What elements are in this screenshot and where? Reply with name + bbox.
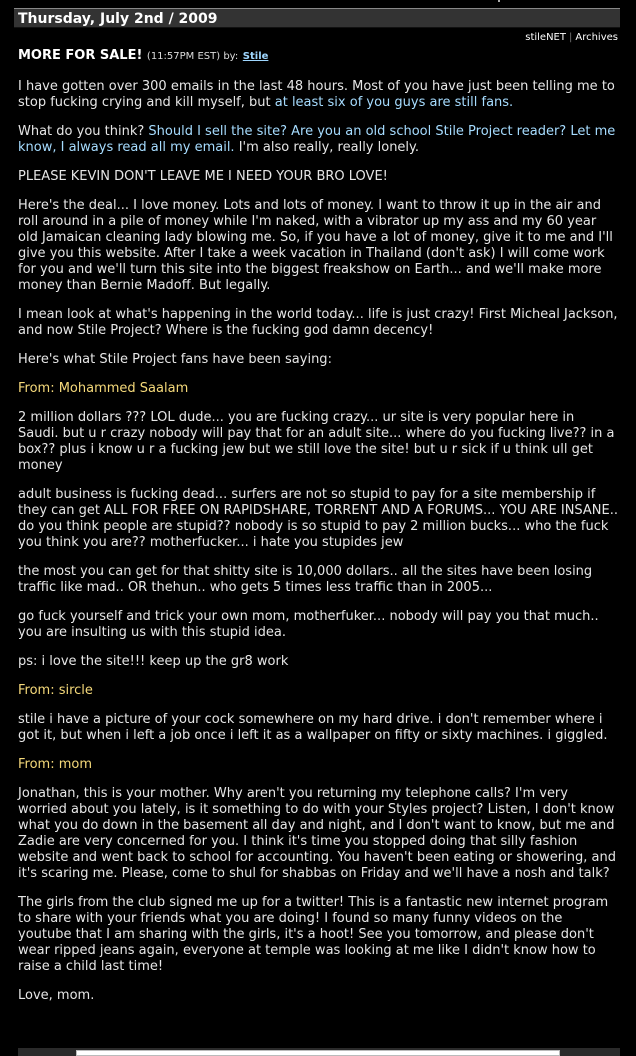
paragraph-text: I'm also really, really lonely.	[234, 140, 420, 155]
message-paragraph: Love, mom.	[18, 988, 95, 1003]
nav-stilenet-link[interactable]: stileNET	[525, 32, 566, 43]
from-heading: From: Mohammed Saalam	[18, 381, 189, 396]
email-link[interactable]: Should I sell the site? Are you an old school Stile Project reader? Let me know, I always read all my email.	[18, 124, 616, 155]
paragraph: Here's what Stile Project fans have been saying:	[18, 352, 332, 367]
post-author-link[interactable]: Stile	[242, 51, 269, 62]
fans-link[interactable]: at least six of you guys are still fans.	[274, 95, 514, 110]
paragraph: I mean look at what's happening in the world today... life is just crazy! First Micheal Jackson, and now Stile Project? Where is the fucking god damn decency!	[18, 307, 618, 338]
message-paragraph: go fuck yourself and trick your own mom, motherfuker... nobody will pay you that much.. you are insulting us with this stupid idea.	[18, 609, 599, 640]
nav-separator: |	[568, 32, 573, 43]
date-header: Thursday, July 2nd / 2009	[14, 8, 620, 28]
paragraph-text: I have gotten over 300 emails in the last 48 hours. Most of you have just been telling me to stop fucking crying and kill myself, but	[18, 79, 615, 110]
paragraph: PLEASE KEVIN DON'T LEAVE ME I NEED YOUR BRO LOVE!	[18, 169, 388, 184]
footer-bar	[18, 1048, 620, 1056]
message-paragraph: ps: i love the site!!! keep up the gr8 work	[18, 654, 289, 669]
nav-archives-link[interactable]: Archives	[575, 32, 618, 43]
post-title: MORE FOR SALE!	[18, 48, 143, 63]
from-heading: From: mom	[18, 757, 93, 772]
message-paragraph: adult business is fucking dead... surfers are not so stupid to pay for a site membership if they can get ALL FOR FREE ON RAPIDSHARE, TORRENT AND A FORUMS... YOU ARE INSANE.. do you think people are stupid?? nobody is so stupid to pay 2 million bucks... who the fuck you think you are?? motherfucker... i hate you stupides jew	[18, 487, 619, 550]
message-paragraph: the most you can get for that shitty site is 10,000 dollars.. all the sites have been losing traffic like mad.. OR thehun.. who gets 5 times less traffic than in 2005...	[18, 564, 593, 595]
broken-image-placeholder[interactable]	[76, 1050, 560, 1056]
message-paragraph: The girls from the club signed me up for a twitter! This is a fantastic new internet program to share with your friends what you are doing! I found so many funny videos on the youtube that I am sharing with the girls, it's a hoot! See you tomorrow, and please don't wear ripped jeans again, everyone at temple was looking at me like I didn't know how to raise a child last time!	[18, 895, 609, 974]
post-body	[0, 47, 636, 1004]
paragraph	[18, 124, 618, 156]
post-title-line	[18, 47, 618, 65]
top-edge	[0, 0, 636, 3]
message-paragraph: Jonathan, this is your mother. Why aren't you returning my telephone calls? I'm very worried about you lately, is it something to do with your Styles project? Listen, I don't know what you do down in the basement all day and night, and I don't want to know, but me and Zadie are very concerned for you. I think it's time you stopped doing that silly fashion website and went back to school for accounting. You haven't been eating or showering, and it's scaring me. Please, come to shul for shabbas on Friday and we'll have a nosh and talk?	[18, 786, 616, 881]
message-paragraph: 2 million dollars ??? LOL dude... you are fucking crazy... ur site is very popular here in Saudi. but u r crazy nobody will pay that for an adult site... where do you fucking live?? in a box?? plus i know u r a fucking jew but we still love the site! but u r sick if u think ull get money	[18, 410, 615, 473]
message-paragraph: stile i have a picture of your cock somewhere on my hard drive. i don't remember where i got it, but when i left a job once i left it as a wallpaper on fifty or sixty machines. i giggled.	[18, 712, 608, 743]
scroll-tick	[498, 0, 500, 2]
sub-nav	[0, 31, 618, 45]
paragraph: Here's the deal... I love money. Lots and lots of money. I want to throw it up in the air and roll around in a pile of money while I'm naked, with a vibrator up my ass and my 60 year old Jamaican cleaning lady blowing me. So, if you have a lot of money, give it to me and I'll give you this website. After I take a week vacation in Thailand (don't ask) I will come work for you and we'll turn this site into the biggest freakshow on Earth... and we'll make more money than Bernie Madoff. But legally.	[18, 198, 613, 293]
paragraph-text: What do you think?	[18, 124, 149, 139]
from-heading: From: sircle	[18, 683, 93, 698]
post-meta: (11:57PM EST) by:	[146, 51, 239, 62]
paragraph	[18, 79, 618, 111]
